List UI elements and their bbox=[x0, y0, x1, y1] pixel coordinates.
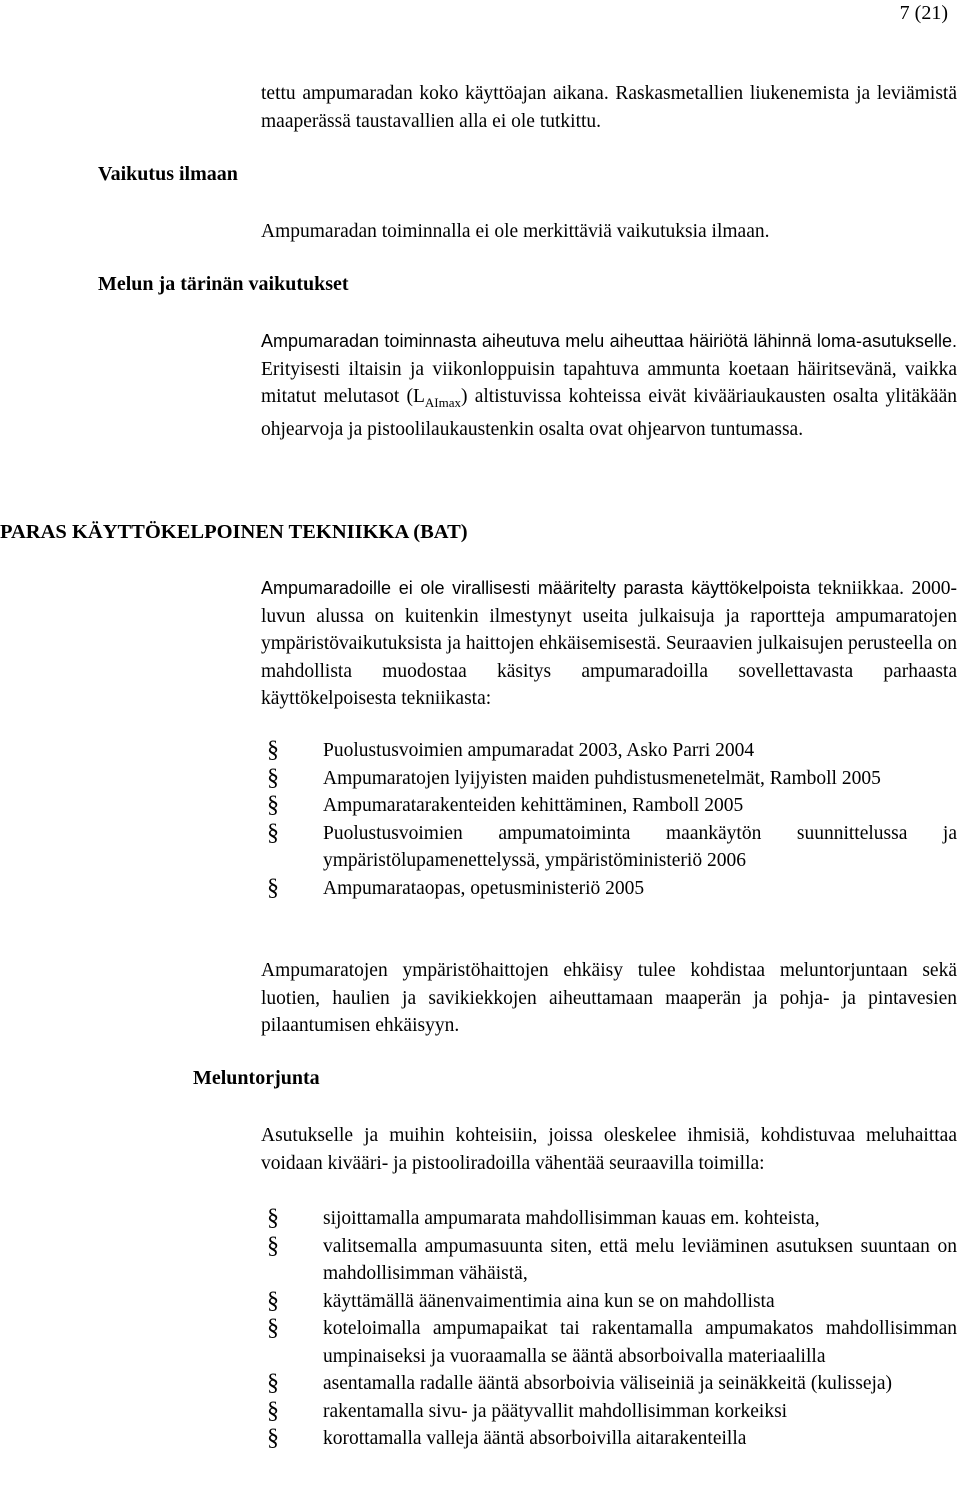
list-item: § Ampumaratarakenteiden kehittäminen, Ramboll 2005 bbox=[267, 792, 744, 818]
noise-control-paragraph: Asutukselle ja muihin kohteisiin, joissa oleskelee ihmisiä, kohdistuvaa meluhaittaa voidaan kivääri- ja pistooliradoilla vähentää seuraavilla toimilla: bbox=[261, 1125, 957, 1174]
list-item: § rakentamalla sivu- ja päätyvallit mahdollisimman korkeiksi bbox=[267, 1397, 788, 1424]
list-item: § käyttämällä äänenvaimentimia aina kun se on mahdollista bbox=[267, 1287, 775, 1314]
bat-text-part2: tekniikkaa. 2000-luvun alussa on kuitenkin ilmestynyt useita julkaisuja ja raportteja ampumaratojen ympäristövaikutuksista ja haittojen ehkäisemisestä. Seuraavien julkaisujen perusteella on mahdollista muodostaa käsitys ampumaradoilla sovellettavasta parhaasta käyttökelpoisesta tekniikasta: bbox=[261, 578, 958, 709]
prevention-paragraph: Ampumaratojen ympäristöhaittojen ehkäisy tulee kohdistaa meluntorjuntaan sekä luotien, haulien ja savikiekkojen aiheuttamaan maaperän ja pohja- ja pintavesien pilaantumisen ehkäisyyn. bbox=[261, 960, 957, 1036]
section-bullet-icon: § bbox=[267, 1397, 279, 1424]
section-bullet-icon: § bbox=[267, 1315, 279, 1341]
list-item: § valitsemalla ampumasuunta siten, että melu leviäminen asutuksen suuntaan on mahdollisimman vähäistä, bbox=[267, 1232, 957, 1284]
list-item: § Puolustusvoimien ampumatoiminta maankäytön suunnittelussa ja ympäristölupamenettelyssä, ympäristöministeriö 2006 bbox=[267, 819, 957, 871]
air-paragraph: Ampumaradan toiminnalla ei ole merkittäviä vaikutuksia ilmaan. bbox=[261, 221, 770, 242]
list-item: § Ampumaratojen lyijyisten maiden puhdistusmenetelmät, Ramboll 2005 bbox=[267, 764, 881, 791]
noise-heading: Melun ja tärinän vaikutukset bbox=[98, 273, 349, 295]
noise-control-heading: Meluntorjunta bbox=[193, 1067, 320, 1089]
bat-text-part1: Ampumaradoille ei ole virallisesti määritelty parasta käyttökelpoista bbox=[261, 578, 811, 598]
section-bullet-icon: § bbox=[267, 874, 279, 901]
section-bullet-icon: § bbox=[267, 764, 279, 791]
section-bullet-icon: § bbox=[267, 1232, 279, 1259]
list-item: § asentamalla radalle ääntä absorboivia väliseiniä ja seinäkkeitä (kulisseja) bbox=[267, 1370, 893, 1396]
section-bullet-icon: § bbox=[267, 819, 279, 846]
noise-control-measures-list bbox=[261, 1205, 957, 1453]
list-item: § Ampumarataopas, opetusministeriö 2005 bbox=[267, 874, 645, 901]
page-number: 7 (21) bbox=[899, 2, 948, 24]
list-item: § Puolustusvoimien ampumaradat 2003, Asko Parri 2004 bbox=[267, 737, 755, 763]
air-heading: Vaikutus ilmaan bbox=[98, 163, 238, 185]
section-bullet-icon: § bbox=[267, 1205, 279, 1231]
list-item: § korottamalla valleja ääntä absorboivilla aitarakenteilla bbox=[267, 1425, 747, 1451]
section-bullet-icon: § bbox=[267, 1370, 279, 1396]
section-bullet-icon: § bbox=[267, 1425, 279, 1451]
noise-text-part1: Ampumaradan toiminnasta aiheutuva melu aiheuttaa häiriötä lähinnä loma-asutukselle. bbox=[261, 331, 957, 351]
bat-paragraph bbox=[261, 575, 957, 713]
list-item: § koteloimalla ampumapaikat tai rakentamalla ampumakatos mahdollisimman umpinaiseksi ja vuoraamalla se ääntä absorboivalla materiaalilla bbox=[267, 1315, 957, 1367]
section-bullet-icon: § bbox=[267, 792, 279, 818]
noise-subscript: AImax bbox=[424, 394, 462, 410]
intro-paragraph: tettu ampumaradan koko käyttöajan aikana. Raskasmetallien liukenemista ja leviämistä maaperässä taustavallien alla ei ole tutkittu. bbox=[261, 83, 957, 132]
section-bullet-icon: § bbox=[267, 1287, 279, 1314]
noise-paragraph bbox=[261, 328, 957, 444]
noise-text-part3: ) altistuvissa kohteissa eivät kivääriaukausten osalta ylitäkään ohjearvoja ja pistoolilaukaustenkin osalta ovat ohjearvon tuntumassa. bbox=[261, 386, 957, 441]
bat-sources-list bbox=[261, 737, 957, 902]
section-bullet-icon: § bbox=[267, 737, 279, 763]
list-item: § sijoittamalla ampumarata mahdollisimman kauas em. kohteista, bbox=[267, 1205, 820, 1231]
bat-heading: PARAS KÄYTTÖKELPOINEN TEKNIIKKA (BAT) bbox=[0, 521, 468, 543]
noise-text-part2: Erityisesti iltaisin ja viikonloppuisin tapahtuva ammunta koetaan häiritsevänä, vaikka mitatut melutasot (L bbox=[261, 358, 957, 407]
